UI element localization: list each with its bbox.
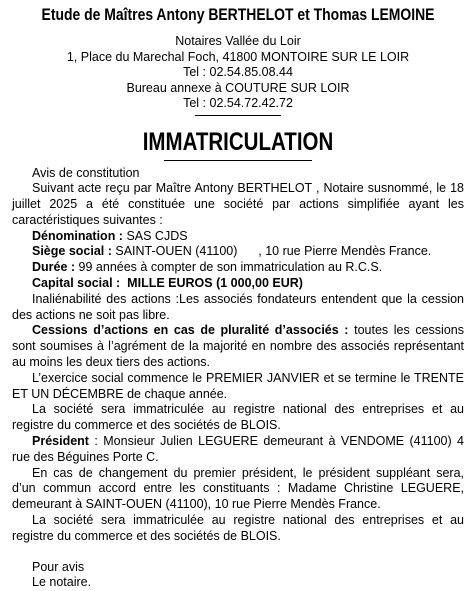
president-value: : Monsieur Julien LEGUERE demeurant à VENDOME (41100) 4 rue des Béguines Porte C. bbox=[12, 434, 464, 464]
denomination-label: Dénomination : bbox=[32, 229, 123, 243]
exercice-paragraph: L’exercice social commence le PREMIER JANVIER et se termine le TRENTE ET UN DÉCEMBRE de chaque année. bbox=[12, 371, 464, 403]
closing-line-2: Le notaire. bbox=[12, 575, 464, 591]
president-paragraph bbox=[12, 434, 464, 466]
office-name: Notaires Vallée du Loir bbox=[12, 34, 464, 50]
denomination-line bbox=[12, 229, 464, 245]
registration-paragraph-1: La société sera immatriculée au registre national des entreprises et au registre du commerce et des sociétés de BLOIS. bbox=[12, 402, 464, 434]
firm-name: Etude de Maîtres Antony BERTHELOT et Thomas LEMOINE bbox=[20, 4, 456, 26]
annex-phone: Tel : 02.54.72.42.72 bbox=[12, 96, 464, 112]
inalienability-paragraph: Inaliénabilité des actions :Les associés fondateurs entendent que la cession des actions ne soit pas libre. bbox=[12, 292, 464, 324]
duree-label: Durée : bbox=[32, 260, 75, 274]
capital-value: MILLE EUROS (1 000,00 EUR) bbox=[120, 276, 303, 290]
notice-body bbox=[12, 166, 464, 591]
changement-paragraph: En cas de changement du premier président, le président suppléant sera, d’un commun accord entre les constituants : Madame Christine LEGUERE, demeurant à SAINT-OUEN (41100), 10 rue Pierre Mendès France. bbox=[12, 466, 464, 513]
registration-paragraph-2: La société sera immatriculée au registre national des entreprises et au registre du commerce et des sociétés de BLOIS. bbox=[12, 513, 464, 545]
notice-title: IMMATRICULATION bbox=[28, 127, 448, 157]
office-address: 1, Place du Marechal Foch, 41800 MONTOIRE SUR LE LOIR bbox=[12, 50, 464, 66]
cessions-label: Cessions d’actions en cas de pluralité d’associés : bbox=[32, 323, 348, 337]
office-phone: Tel : 02.54.85.08.44 bbox=[12, 65, 464, 81]
capital-line bbox=[12, 276, 464, 292]
duree-value: 99 années à compter de son immatriculation au R.C.S. bbox=[75, 260, 382, 274]
capital-label: Capital social : bbox=[32, 276, 120, 290]
denomination-value: SAS CJDS bbox=[123, 229, 188, 243]
siege-label: Siège social : bbox=[32, 244, 112, 258]
title-divider bbox=[164, 160, 312, 161]
notice-intro: Avis de constitution bbox=[12, 166, 464, 182]
annex-office: Bureau annexe à COUTURE SUR LOIR bbox=[12, 81, 464, 97]
duree-line bbox=[12, 260, 464, 276]
president-label: Président bbox=[32, 434, 89, 448]
closing-line-1: Pour avis bbox=[12, 560, 464, 576]
siege-value: SAINT-OUEN (41100) , 10 rue Pierre Mendès France. bbox=[112, 244, 431, 258]
cessions-paragraph bbox=[12, 323, 464, 370]
cessions-value: toutes les cessions sont soumises à l’agrément de la majorité en nombre des associés représentant au moins les deux tiers des actions. bbox=[12, 323, 464, 369]
spacer bbox=[12, 545, 464, 560]
header-divider bbox=[195, 115, 281, 116]
siege-line bbox=[12, 244, 464, 260]
act-paragraph: Suivant acte reçu par Maître Antony BERTHELOT , Notaire susnommé, le 18 juillet 2025 a été constituée une société par actions simplifiée ayant les caractéristiques suivantes : bbox=[12, 181, 464, 228]
